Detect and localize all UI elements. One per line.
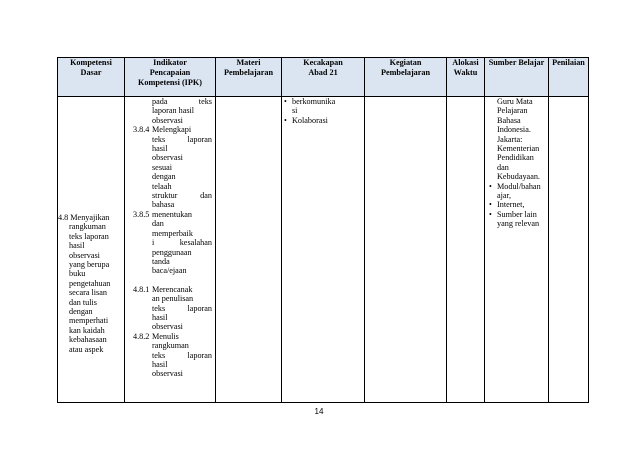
cell-kegiatan — [365, 97, 447, 403]
ipk-line: observasi — [152, 115, 183, 125]
ipk-item — [125, 332, 215, 379]
ipk-number: 3.8.5 — [133, 209, 150, 219]
ipk-number: 3.8.4 — [133, 125, 150, 135]
sumber-line: Pelajaran — [497, 106, 528, 116]
ipk-line: penggunaan — [152, 247, 192, 257]
header-line: Materi — [236, 58, 261, 67]
ipk-line: hasil — [152, 144, 168, 154]
ipk-line: observasi — [152, 153, 183, 163]
ipk-line: observasi — [152, 322, 183, 332]
ipk-line: observasi — [152, 369, 183, 379]
sumber-line: Indonesia. — [497, 125, 531, 135]
sumber-line: Kebudayaan. — [497, 172, 540, 182]
ipk-line: dan — [152, 219, 164, 229]
ipk-line: laporan hasil — [152, 106, 195, 116]
kecakapan-line: • berkomunika — [292, 97, 336, 106]
header-kegiatan — [365, 58, 447, 97]
ipk-item — [125, 285, 215, 332]
sumber-line: yang relevan — [497, 219, 540, 229]
header-line: Indikator — [153, 58, 187, 67]
kd-text — [58, 222, 113, 354]
kecakapan-item — [292, 97, 364, 116]
sumber-line: Bahasa — [497, 115, 521, 125]
ipk-line: Merencanak — [152, 284, 193, 294]
sumber-item — [497, 200, 548, 209]
kd-line: teks laporan — [69, 231, 109, 241]
ipk-line: rangkuman — [152, 341, 189, 351]
ipk-line: memperbaik — [152, 228, 193, 238]
kd-line: hasil — [69, 241, 85, 251]
ipk-line: Melengkapi — [152, 125, 192, 135]
ipk-line: teks laporan — [152, 350, 212, 360]
header-line: Kecakapan — [303, 58, 343, 67]
kd-line: kebahasaan — [69, 335, 107, 345]
ipk-line: struktur dan — [152, 191, 212, 201]
sumber-item — [497, 210, 548, 229]
ipk-line: sesuai — [152, 162, 173, 172]
ipk-line: tanda — [152, 256, 170, 266]
header-row — [58, 58, 589, 97]
sumber-line: • Modul/bahan — [497, 181, 541, 191]
ipk-line: baca/ejaan — [152, 266, 187, 276]
ipk-line: dengan — [152, 172, 176, 182]
header-alokasi — [447, 58, 485, 97]
ipk-item — [125, 210, 215, 276]
kd-line: buku — [69, 269, 86, 279]
ipk-number: 4.8.2 — [133, 331, 150, 341]
kd-line: pengetahuan — [69, 278, 111, 288]
ipk-line: menentukan — [152, 209, 193, 219]
kecakapan-line: • Kolaborasi — [292, 115, 328, 125]
ipk-list — [125, 97, 215, 379]
header-line: Pencapaian — [149, 68, 191, 77]
ipk-line: i kesalahan — [152, 238, 212, 248]
cell-kecakapan — [282, 97, 365, 403]
header-line: Pembelajaran — [380, 68, 431, 77]
sumber-line: • Internet, — [497, 200, 525, 210]
ipk-number: 4.8.1 — [133, 284, 150, 294]
header-line: Kompetensi — [70, 58, 112, 67]
kecakapan-line: si — [292, 106, 298, 116]
header-line: Waktu — [453, 68, 478, 77]
kd-line: dengan — [69, 307, 93, 317]
sumber-line: Jakarta: — [497, 134, 523, 144]
page-number: 14 — [314, 407, 324, 416]
header-kecakapan — [282, 58, 365, 97]
header-line: Pembelajaran — [223, 68, 274, 77]
ipk-line: teks laporan — [152, 303, 212, 313]
sumber-list — [485, 182, 548, 229]
sumber-line: Kementerian — [497, 144, 540, 154]
kd-line: kan kaidah — [69, 325, 105, 335]
kd-line: rangkuman — [69, 222, 106, 232]
header-line: Abad 21 — [308, 68, 338, 77]
sumber-line: Pendidikan — [497, 153, 534, 163]
header-penilaian: Penilaian — [549, 58, 589, 97]
header-line: Dasar — [80, 68, 102, 77]
ipk-item — [125, 125, 215, 210]
cell-sumber-belajar — [485, 97, 549, 403]
ipk-line: pada teks — [152, 97, 212, 106]
sumber-line: ajar, — [497, 191, 511, 201]
header-kompetensi-dasar — [58, 58, 125, 97]
header-materi — [216, 58, 282, 97]
cell-materi — [216, 97, 282, 403]
kd-line: observasi — [69, 250, 100, 260]
ipk-line: bahasa — [152, 200, 175, 210]
cell-indikator — [125, 97, 216, 403]
sumber-line: • Sumber lain — [497, 209, 537, 219]
kd-line: dan tulis — [69, 297, 97, 307]
kd-line: memperhati — [69, 316, 109, 326]
kecakapan-list — [282, 97, 364, 125]
cell-alokasi — [447, 97, 485, 403]
kd-line: atau aspek — [69, 344, 104, 354]
sumber-item — [497, 182, 548, 201]
header-sumber-belajar: Sumber Belajar — [485, 58, 549, 97]
cell-kompetensi-dasar — [58, 97, 125, 403]
kd-line: secara lisan — [69, 288, 107, 298]
header-indikator — [125, 58, 216, 97]
header-line: Alokasi — [452, 58, 479, 67]
kecakapan-item — [292, 116, 364, 125]
ipk-line: telaah — [152, 181, 172, 191]
header-line: Kegiatan — [389, 58, 422, 67]
sumber-line: dan — [497, 162, 509, 172]
kd-heading: 4.8 Menyajikan — [58, 213, 110, 222]
ipk-line: hasil — [152, 359, 168, 369]
ipk-line: hasil — [152, 312, 168, 322]
ipk-line: an penulisan — [152, 294, 194, 304]
header-line: Kompetensi (IPK) — [138, 78, 202, 87]
ipk-line: teks laporan — [152, 134, 212, 144]
kd-line: yang berupa — [69, 260, 110, 270]
sumber-line: Guru Mata — [497, 97, 533, 106]
ipk-lead — [125, 97, 215, 125]
ipk-line: Menulis — [152, 331, 179, 341]
sumber-lead — [485, 97, 548, 182]
content-row — [58, 97, 589, 403]
cell-penilaian — [549, 97, 589, 403]
lesson-plan-table — [57, 57, 589, 403]
